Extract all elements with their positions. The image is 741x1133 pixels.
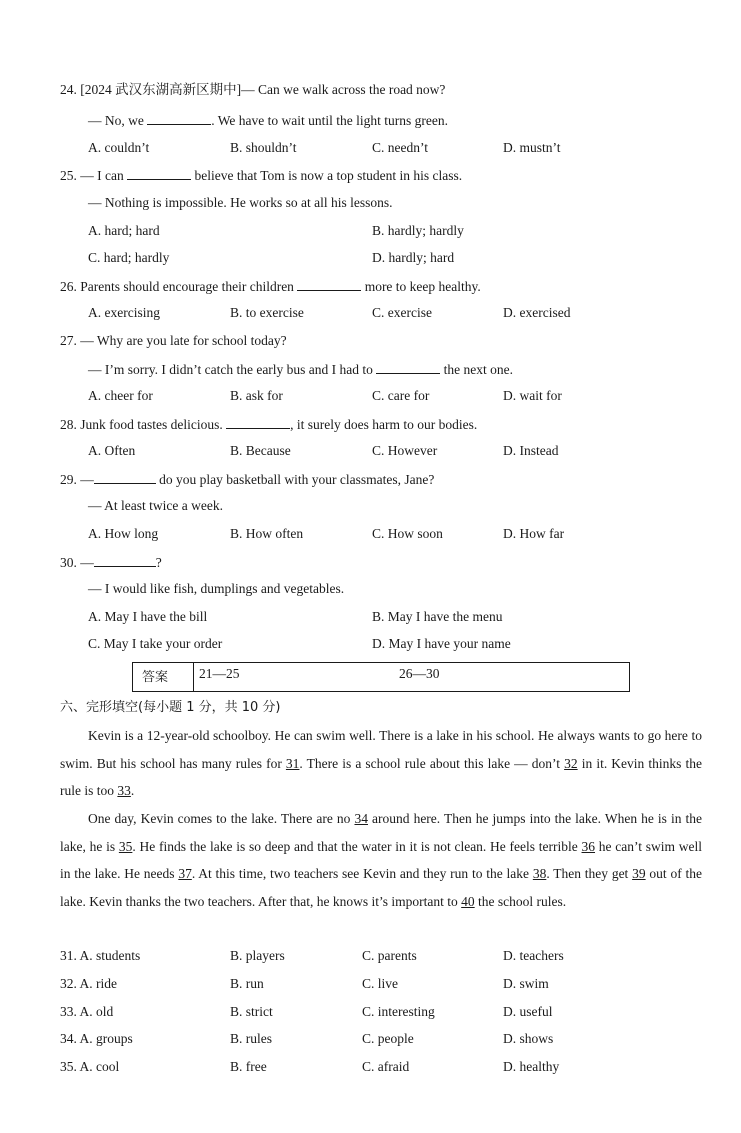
q26-stem: 26. Parents should encourage their children more to keep healthy. (60, 279, 481, 294)
q28-option-b[interactable]: B. Because (230, 443, 291, 458)
blank-39: 39 (632, 866, 646, 881)
answer-blank[interactable] (376, 360, 440, 374)
q24-option-a[interactable]: A. couldn’t (88, 140, 150, 155)
q29-option-b[interactable]: B. How often (230, 526, 304, 541)
q30-option-d[interactable]: D. May I have your name (372, 636, 511, 651)
q32-option-d[interactable]: D. swim (503, 976, 549, 991)
q35-option-a[interactable]: 35. A. cool (60, 1059, 120, 1074)
passage-paragraph-1: Kevin is a 12-year-old schoolboy. He can swim well. There is a lake in his school. He always wants to go here to swim. But his school has many rules for 31. There is a school rule about this lake — don’t 32 in it. Kevin thinks the rule is too 33. (60, 728, 702, 798)
q24-option-b[interactable]: B. shouldn’t (230, 140, 297, 155)
q34-option-b[interactable]: B. rules (230, 1031, 272, 1046)
q28-option-d[interactable]: D. Instead (503, 443, 559, 458)
blank-34: 34 (354, 811, 368, 826)
q34-option-d[interactable]: D. shows (503, 1031, 554, 1046)
q33-option-a[interactable]: 33. A. old (60, 1004, 114, 1019)
q25-stem: 25. — I can believe that Tom is now a top student in his class. (60, 168, 463, 183)
q30-option-b[interactable]: B. May I have the menu (372, 609, 503, 624)
q32-option-c[interactable]: C. live (362, 976, 398, 991)
answer-blank[interactable] (94, 470, 156, 484)
q24-option-d[interactable]: D. mustn’t (503, 140, 561, 155)
answer-blank[interactable] (127, 166, 191, 180)
q30-option-c[interactable]: C. May I take your order (88, 636, 223, 651)
q31-option-d[interactable]: D. teachers (503, 948, 564, 963)
q24-stem: 24. [2024 武汉东湖高新区期中]— Can we walk across the road now? (60, 82, 446, 97)
q35-option-b[interactable]: B. free (230, 1059, 267, 1074)
q29-stem: 29. — do you play basketball with your classmates, Jane? (60, 472, 435, 487)
section-title: 六、完形填空(每小题 1 分，共 10 分) (60, 700, 281, 715)
q33-option-b[interactable]: B. strict (230, 1004, 273, 1019)
blank-38: 38 (532, 866, 547, 881)
q35-option-d[interactable]: D. healthy (503, 1059, 560, 1074)
q32-option-a[interactable]: 32. A. ride (60, 976, 117, 991)
q27-option-b[interactable]: B. ask for (230, 388, 283, 403)
q27-reply: — I’m sorry. I didn’t catch the early bus and I had to the next one. (88, 362, 514, 377)
q34-option-c[interactable]: C. people (362, 1031, 414, 1046)
answer-blank[interactable] (147, 111, 211, 125)
q25-option-d[interactable]: D. hardly; hard (372, 250, 455, 265)
q33-option-d[interactable]: D. useful (503, 1004, 553, 1019)
q27-option-a[interactable]: A. cheer for (88, 388, 153, 403)
q28-option-a[interactable]: A. Often (88, 443, 136, 458)
q24-reply: — No, we . We have to wait until the light turns green. (88, 113, 448, 128)
q28-stem: 28. Junk food tastes delicious. , it surely does harm to our bodies. (60, 417, 478, 432)
blank-35: 35 (118, 838, 133, 854)
q34-option-a[interactable]: 34. A. groups (60, 1031, 133, 1046)
q29-reply: — At least twice a week. (88, 498, 223, 513)
blank-32: 32 (564, 755, 578, 771)
q25-option-a[interactable]: A. hard; hard (88, 223, 160, 238)
q30-stem: 30. — ? (60, 555, 162, 570)
q31-option-a[interactable]: 31. A. students (60, 948, 141, 963)
q30-reply: — I would like fish, dumplings and vegetables. (88, 581, 345, 596)
blank-33: 33 (117, 783, 131, 798)
answer-range-26-30: 26—30 (399, 666, 440, 681)
answer-blank[interactable] (94, 553, 156, 567)
answer-range-21-25: 21—25 (199, 666, 240, 681)
q26-option-c[interactable]: C. exercise (372, 305, 432, 320)
q31-option-b[interactable]: B. players (230, 948, 285, 963)
q32-option-b[interactable]: B. run (230, 976, 264, 991)
q31-option-c[interactable]: C. parents (362, 948, 417, 963)
q25-option-b[interactable]: B. hardly; hardly (372, 223, 464, 238)
answer-blank[interactable] (297, 277, 361, 291)
q29-option-c[interactable]: C. How soon (372, 526, 443, 541)
blank-31: 31 (285, 755, 300, 771)
blank-37: 37 (178, 866, 192, 881)
q29-option-d[interactable]: D. How far (503, 526, 565, 541)
answer-blank[interactable] (226, 415, 290, 429)
q28-option-c[interactable]: C. However (372, 443, 438, 458)
q24-option-c[interactable]: C. needn’t (372, 140, 428, 155)
passage-paragraph-2: One day, Kevin comes to the lake. There are no 34 around here. Then he jumps into the lake. When he is in the lake, he is 35. He finds the lake is so deep and that the water in it is not clean. He feels terrible 36 he can’t swim well in the lake. He needs 37. At this time, two teachers see Kevin and they run to the lake 38. Then they get 39 out of the lake. Kevin thanks the two teachers. After that, he knows it’s important to 40 the school rules. (60, 811, 702, 909)
q26-option-b[interactable]: B. to exercise (230, 305, 304, 320)
q26-option-d[interactable]: D. exercised (503, 305, 571, 320)
answer-box (132, 662, 630, 692)
q29-option-a[interactable]: A. How long (88, 526, 159, 541)
q25-reply: — Nothing is impossible. He works so at all his lessons. (88, 195, 393, 210)
q25-option-c[interactable]: C. hard; hardly (88, 250, 170, 265)
q27-stem: 27. — Why are you late for school today? (60, 333, 287, 348)
q33-option-c[interactable]: C. interesting (362, 1004, 435, 1019)
q26-option-a[interactable]: A. exercising (88, 305, 160, 320)
blank-40: 40 (461, 893, 475, 909)
q27-option-d[interactable]: D. wait for (503, 388, 562, 403)
q27-option-c[interactable]: C. care for (372, 388, 430, 403)
blank-36: 36 (581, 838, 596, 854)
q35-option-c[interactable]: C. afraid (362, 1059, 410, 1074)
q30-option-a[interactable]: A. May I have the bill (88, 609, 208, 624)
answer-box-label: 答案 (142, 670, 169, 685)
